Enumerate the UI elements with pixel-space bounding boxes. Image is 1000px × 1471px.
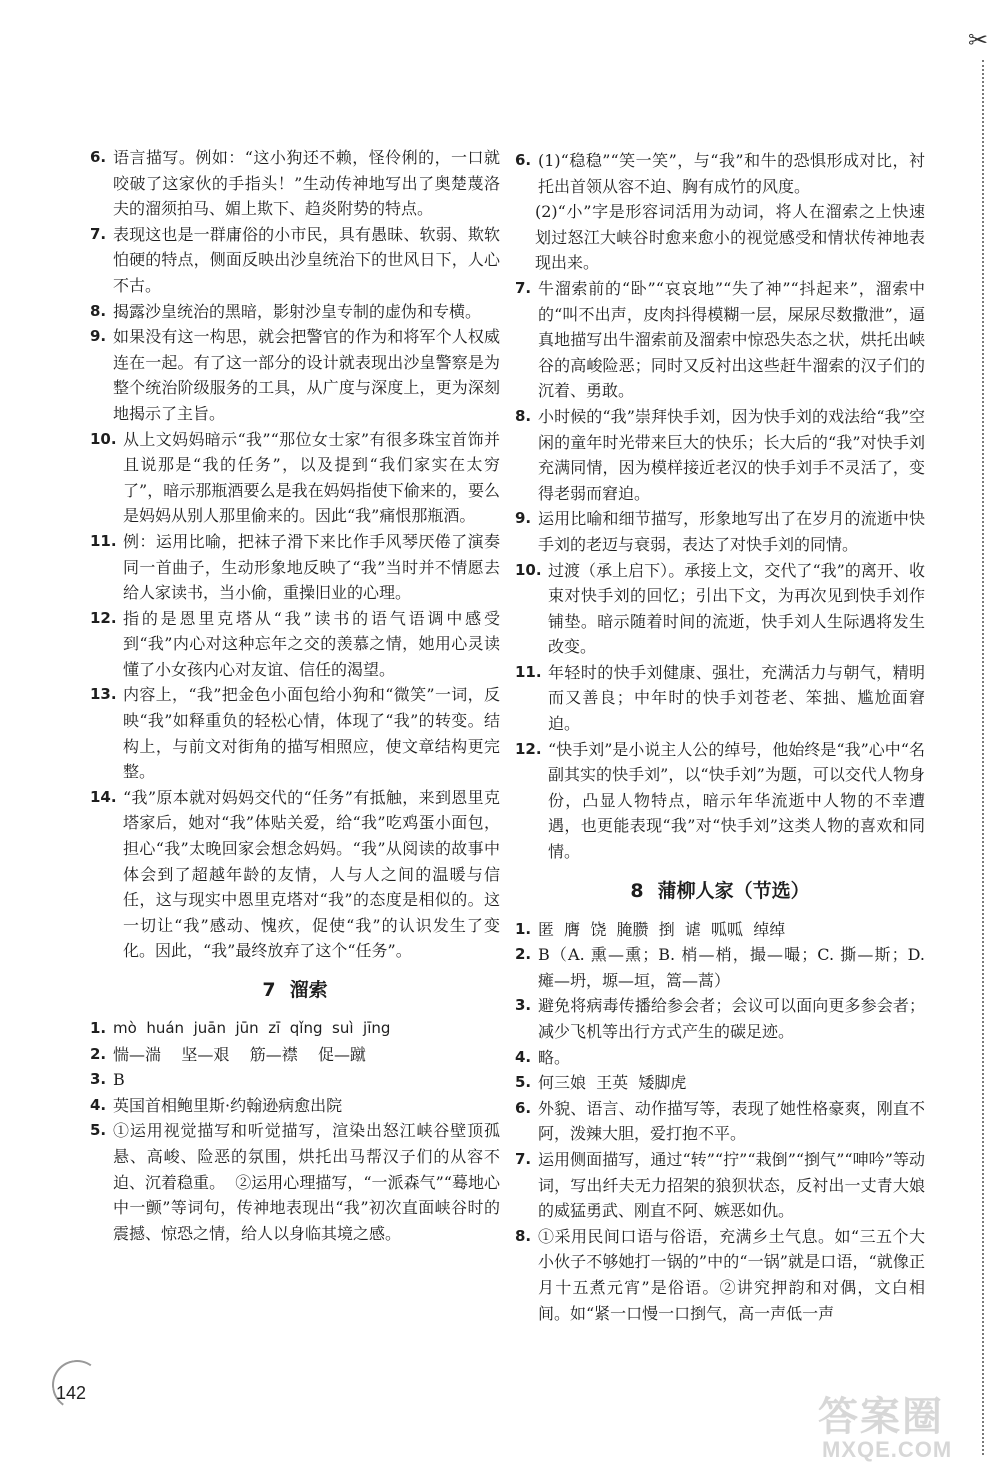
answer-number: 2. <box>90 1044 107 1063</box>
answer-item <box>90 145 500 222</box>
answer-number: 1. <box>90 1019 107 1037</box>
answer-item <box>90 427 500 529</box>
answer-number: 4. <box>515 1047 532 1066</box>
watermark-url: MXQE.COM <box>822 1437 953 1462</box>
answer-number: 3. <box>90 1070 107 1089</box>
right-items-b <box>515 917 931 1327</box>
answer-item <box>90 1093 500 1119</box>
answer-text: 从上文妈妈暗示“我”“那位女士家”有很多珠宝首饰并且说那是“我的任务”，以及提到“我们家实在太穷了”，暗示那瓶酒要么是我在妈妈指使下偷来的，要么是妈妈从别人那里偷来的。因此“我”痛恨那瓶酒。 <box>123 429 500 526</box>
answer-text: 外貌、语言、动作描写等，表现了她性格豪爽，刚直不阿，泼辣大胆，爱打抱不平。 <box>538 1098 925 1144</box>
answer-item <box>515 1224 925 1326</box>
answer-text: 运用比喻和细节描写，形象地写出了在岁月的流逝中快手刘的老迈与衰弱，表达了对快手刘的同情。 <box>538 509 925 554</box>
answer-number: 4. <box>90 1095 107 1114</box>
right-column <box>515 148 931 1326</box>
answer-item <box>515 993 925 1044</box>
answer-text: 牛溜索前的“卧”“哀哀地”“失了神”“抖起来”，溜索中的“叫不出声，皮肉抖得模糊一层，屎尿尽数撒泄”，逼真地描写出牛溜索前及溜索中惊恐失态之状，烘托出峡谷的高峻险恶；同时又反衬出这些赶牛溜索的汉子们的沉着、勇敢。 <box>538 278 925 401</box>
answer-text: B（A. 熏—熏；B. 梢—梢，撮—嘬；C. 撕—斯；D. 瘫—坍，塬—垣，篙—蒿） <box>538 945 931 990</box>
answer-text: ①运用视觉描写和听觉描写，渲染出怒江峡谷壁顶孤悬、高峻、险恶的氛围，烘托出马帮汉子们的从容不迫、沉着稳重。 ②运用心理描写，“一派森气”“蓦地心中一颤”等词句，传神地表现出“我”初次直面峡谷时的震撼、惊恐之情，给人以身临其境之感。 <box>113 1121 500 1243</box>
answer-number: 9. <box>90 327 107 346</box>
answer-text: 何三娘 王英 矮脚虎 <box>538 1073 687 1093</box>
answer-number: 7. <box>515 1149 532 1168</box>
answer-number: 5. <box>90 1121 107 1140</box>
answer-number: 2. <box>515 945 532 964</box>
left-column <box>90 145 500 1246</box>
section-8-number: 8 <box>630 879 644 902</box>
answer-number: 6. <box>515 151 532 169</box>
answer-number: 8. <box>515 406 532 425</box>
answer-item <box>90 299 500 325</box>
answer-number: 10. <box>90 429 117 448</box>
answer-item <box>515 1147 925 1224</box>
answer-item <box>515 737 925 865</box>
answer-item <box>515 1096 925 1147</box>
answer-number: 8. <box>90 301 107 320</box>
answer-item <box>90 1016 500 1042</box>
scissors-icon: ✂ <box>968 26 989 54</box>
answer-number: 6. <box>90 148 107 166</box>
answer-item <box>515 148 925 199</box>
section-7-number: 7 <box>262 979 276 1001</box>
answer-item <box>515 1070 925 1096</box>
section-8-title <box>515 865 925 917</box>
answer-item <box>515 404 925 506</box>
answer-number: 5. <box>515 1073 532 1092</box>
answer-number: 8. <box>515 1226 532 1245</box>
answer-number: 7. <box>515 278 532 297</box>
answer-text: 年轻时的快手刘健康、强壮，充满活力与朝气，精明而又善良；中年时的快手刘苍老、笨拙、尴尬面窘迫。 <box>548 662 925 734</box>
answer-text: ①采用民间口语与俗语，充满乡土气息。如“三五个大小伙子不够她打一锅的”中的“一锅”就是口语，“就像正月十五煮元宵”是俗语。②讲究押韵和对偶，文白相间。如“紧一口慢一口捯气，高一声低一声 <box>538 1226 925 1323</box>
answer-item <box>515 917 925 943</box>
answer-text: 略。 <box>538 1047 571 1067</box>
page-number: 142 <box>56 1383 87 1403</box>
answer-text: 小时候的“我”崇拜快手刘，因为快手刘的戏法给“我”空闲的童年时光带来巨大的快乐；长大后的“我”对快手刘充满同情，因为模样接近老汉的快手刘手不灵活了，变得老弱而窘迫。 <box>538 406 925 503</box>
section-8-name: 蒲柳人家（节选） <box>657 879 810 902</box>
answer-text: B <box>113 1070 125 1090</box>
answer-text: mò huán juān jūn zī qǐng suì jīng <box>113 1019 391 1037</box>
answer-text: 运用侧面描写，通过“转”“拧”“栽倒”“捯气”“呻吟”等动词，写出纤夫无力招架的狼狈状态，反衬出一丈青大娘的威猛勇武、刚直不阿、嫉恶如仇。 <box>538 1149 925 1221</box>
answer-text: 惴—湍 坚—艰 筋—襟 促—蹴 <box>113 1044 367 1064</box>
right-items-a <box>515 148 925 865</box>
cut-line <box>982 60 984 1455</box>
section-7-name: 溜索 <box>289 979 328 1001</box>
answer-text: 语言描写。例如：“这小狗还不赖，怪伶俐的，一口就咬破了这家伙的手指头！”生动传神地写出了奥楚蔑洛夫的溜须拍马、媚上欺下、趋炎附势的特点。 <box>113 148 500 219</box>
left-items-b <box>90 1016 500 1246</box>
answer-item <box>90 1042 500 1068</box>
answer-number: 14. <box>90 787 117 806</box>
answer-text: “我”原本就对妈妈交代的“任务”有抵触，来到恩里克塔家后，她对“我”体贴关爱，给“我”吃鸡蛋小面包，担心“我”太晚回家会想念妈妈。“我”从阅读的故事中体会到了超越年龄的友情，人与人之间的温暖与信任，这与现实中恩里克塔对“我”的态度是相似的。这一切让“我”感动、愧疚，促使“我”的认识发生了变化。因此，“我”最终放弃了这个“任务”。 <box>123 787 500 961</box>
answer-text: 英国首相鲍里斯·约翰逊病愈出院 <box>113 1095 343 1115</box>
answer-number: 12. <box>515 739 542 758</box>
answer-item <box>515 1045 925 1071</box>
answer-number: 13. <box>90 685 117 704</box>
left-items-a <box>90 145 500 964</box>
answer-item <box>90 324 500 426</box>
answer-item <box>90 529 500 606</box>
answer-number: 7. <box>90 224 107 243</box>
answer-item <box>515 558 925 660</box>
answer-number: 10. <box>515 560 542 579</box>
answer-item <box>90 1067 500 1093</box>
answer-item <box>515 276 925 404</box>
answer-item <box>90 606 500 683</box>
answer-item <box>90 785 500 964</box>
answer-text: 例：运用比喻，把袜子滑下来比作手风琴厌倦了演奏同一首曲子，生动形象地反映了“我”当时并不情愿去给人家读书，当小偷，重操旧业的心理。 <box>123 531 500 603</box>
answer-text: “快手刘”是小说主人公的绰号，他始终是“我”心中“名副其实的快手刘”，以“快手刘”为题，可以交代人物身份，凸显人物特点，暗示年华流逝中人物的不幸遭遇，也更能表现“我”对“快手刘”这类人物的喜欢和同情。 <box>548 739 925 862</box>
answer-text: 内容上，“我”把金色小面包给小狗和“微笑”一词，反映“我”如释重负的轻松心情，体现了“我”的转变。结构上，与前文对街角的描写相照应，使文章结构更完整。 <box>123 685 500 782</box>
answer-text: 匿 膺 饶 腌臜 捯 谑 呱呱 绰绰 <box>538 919 786 939</box>
answer-number: 6. <box>515 1098 532 1117</box>
answer-number: 9. <box>515 509 532 528</box>
answer-item <box>90 682 500 784</box>
section-7-title <box>90 964 500 1016</box>
watermark <box>818 1395 988 1461</box>
answer-text: 避免将病毒传播给参会者；会议可以面向更多参会者；减少飞机等出行方式产生的碳足迹。 <box>538 996 925 1041</box>
answer-number: 12. <box>90 608 117 627</box>
answer-item <box>515 506 925 557</box>
answer-text: (1)“稳稳”“笑一笑”，与“我”和牛的恐惧形成对比，衬托出首领从容不迫、胸有成竹的风度。 <box>538 151 925 196</box>
answer-number: 11. <box>515 662 542 681</box>
answer-number: 3. <box>515 996 532 1015</box>
answer-item <box>90 1118 500 1246</box>
answer-item <box>515 942 931 993</box>
answer-text: 指的是恩里克塔从“我”读书的语气语调中感受到“我”内心对这种忘年之交的羡慕之情，她用心灵读懂了小女孩内心对友谊、信任的渴望。 <box>123 608 500 679</box>
answer-subtext: (2)“小”字是形容词活用为动词，将人在溜索之上快速划过怒江大峡谷时愈来愈小的视觉感受和情状传神地表现出来。 <box>535 202 925 273</box>
answer-number: 11. <box>90 531 117 550</box>
answer-item <box>90 222 500 299</box>
answer-item <box>515 660 925 737</box>
answer-text: 揭露沙皇统治的黑暗，影射沙皇专制的虚伪和专横。 <box>113 301 482 321</box>
answer-text: 过渡（承上启下）。承接上文，交代了“我”的离开、收束对快手刘的回忆；引出下文，为再次见到快手刘作铺垫。暗示随着时间的流逝，快手刘人生际遇将发生改变。 <box>548 560 925 657</box>
answer-text: 如果没有这一构思，就会把警官的作为和将军个人权威连在一起。有了这一部分的设计就表现出沙皇警察是为整个统治阶级服务的工具，从广度与深度上，更为深刻地揭示了主旨。 <box>113 327 500 423</box>
watermark-logo-text: 答案圈 <box>818 1394 944 1440</box>
answer-text: 表现这也是一群庸俗的小市民，具有愚昧、软弱、欺软怕硬的特点，侧面反映出沙皇统治下的世风日下，人心不古。 <box>113 224 500 295</box>
answer-number: 1. <box>515 919 532 938</box>
